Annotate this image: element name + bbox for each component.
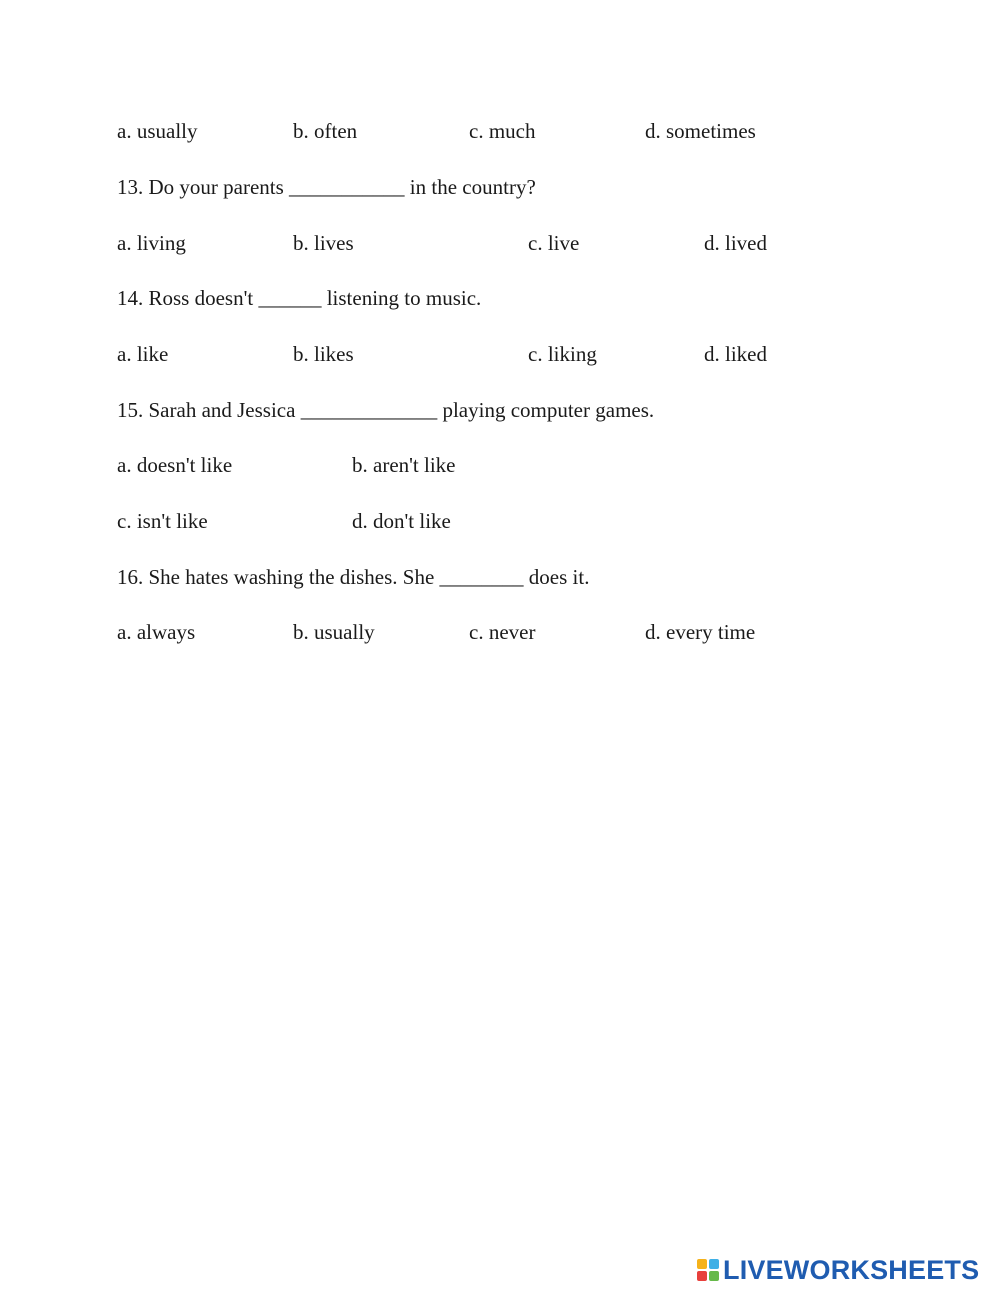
logo-mark-icon	[697, 1259, 719, 1281]
question-14-options	[0, 339, 1000, 369]
liveworksheets-logo	[697, 1255, 979, 1285]
question-13	[0, 172, 1000, 202]
option-a[interactable]: a. living	[117, 231, 186, 255]
question-15-options-row-1	[0, 450, 1000, 480]
option-d[interactable]: d. every time	[645, 620, 756, 644]
option-c[interactable]: c. live	[528, 231, 580, 255]
option-b[interactable]: b. aren't like	[352, 453, 456, 477]
question-15	[0, 395, 1000, 425]
question-13-options	[0, 228, 1000, 258]
option-c[interactable]: c. liking	[528, 342, 597, 366]
question-16	[0, 562, 1000, 592]
option-d[interactable]: d. lived	[704, 231, 767, 255]
question-text: 15. Sarah and Jessica _____________ playing computer games.	[117, 398, 655, 422]
question-text: 13. Do your parents ___________ in the country?	[117, 175, 536, 199]
option-b[interactable]: b. usually	[293, 620, 375, 644]
question-text: 16. She hates washing the dishes. She ________ does it.	[117, 565, 590, 589]
question-12-options	[0, 116, 1000, 146]
logo-square-icon	[697, 1271, 707, 1281]
logo-text: LIVEWORKSHEETS	[723, 1255, 980, 1285]
logo-square-icon	[709, 1259, 719, 1269]
option-d[interactable]: d. sometimes	[645, 119, 756, 143]
question-14	[0, 283, 1000, 313]
option-a[interactable]: a. usually	[117, 119, 198, 143]
question-15-options-row-2	[0, 506, 1000, 536]
option-c[interactable]: c. never	[469, 620, 536, 644]
logo-square-icon	[709, 1271, 719, 1281]
option-c[interactable]: c. isn't like	[117, 509, 208, 533]
option-d[interactable]: d. liked	[704, 342, 767, 366]
question-text: 14. Ross doesn't ______ listening to music.	[117, 286, 482, 310]
option-a[interactable]: a. like	[117, 342, 169, 366]
option-a[interactable]: a. doesn't like	[117, 453, 233, 477]
logo-square-icon	[697, 1259, 707, 1269]
option-d[interactable]: d. don't like	[352, 509, 451, 533]
option-b[interactable]: b. lives	[293, 231, 354, 255]
option-b[interactable]: b. likes	[293, 342, 354, 366]
question-16-options	[0, 617, 1000, 647]
option-a[interactable]: a. always	[117, 620, 196, 644]
option-c[interactable]: c. much	[469, 119, 536, 143]
option-b[interactable]: b. often	[293, 119, 358, 143]
